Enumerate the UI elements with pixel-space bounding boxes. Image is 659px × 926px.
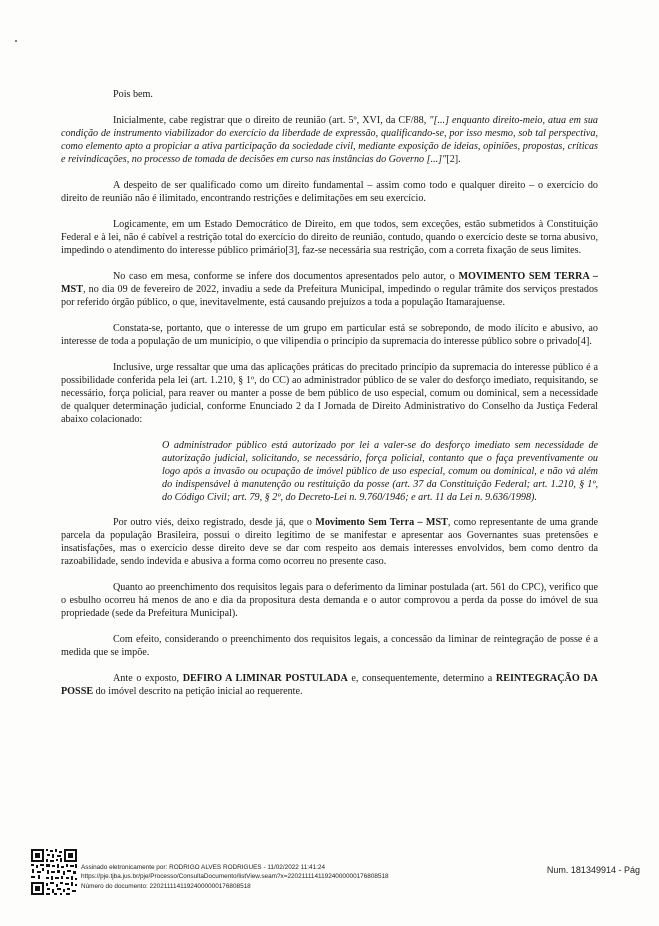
qr-code-icon[interactable] — [30, 848, 78, 896]
inline-quote: "[...] enquanto direito-meio, atua em sua condição de instrumento viabilizador do exercício da liberdade de expressão, qualificando-se, por isso mesmo, sob tal perspectiva, como elemento apto a propiciar a ativa participação da sociedade civil, mediante exposição de ideias, opiniões, propostas, críticas e reivindicações, no processo de tomada de decisões em curso nas instâncias do Governo [...]" — [61, 115, 598, 165]
paragraph-com-efeito: Com efeito, considerando o preenchimento dos requisitos legais, a concessão da liminar de reintegração de posse é a medida que se impõe. — [61, 634, 598, 658]
paragraph-requisitos: Quanto ao preenchimento dos requisitos legais para o deferimento da liminar postulada (art. 561 do CPC), verifico que o esbulho ocorreu há menos de ano e dia da propositura desta demanda e o autor comprovou a perda da posse do imóvel de sua propriedade (sede da Prefeitura Municipal). — [61, 582, 598, 619]
block-quote-enunciado: O administrador público está autorizado por lei a valer-se do desforço imediato sem necessidade de autorização judicial, solicitando, se necessário, força policial, contanto que o faça preventivamente ou logo após a invasão ou ocupação de imóvel público de uso especial, comum ou dominical, e não vá além do indispensável à manutenção ou restituição da posse (art. 37 da Constituição Federal; art. 1.210, § 1º, do Código Civil; art. 79, § 2º, do Decreto-Lei n. 9.760/1946; e art. 11 da Lei n. 9.636/1998). — [162, 440, 598, 503]
paragraph-text: Inicialmente, cabe registrar que o direito de reunião (art. 5º, XVI, da CF/88, — [113, 115, 430, 126]
paragraph-dispositivo — [61, 672, 598, 698]
page-number: Num. 181349914 - Pág — [546, 865, 640, 875]
paragraph-text: do imóvel descrito na petição inicial ao requerente. — [93, 686, 303, 697]
signature-block — [81, 863, 389, 891]
signature-footer — [30, 848, 640, 896]
paragraph-constata: Constata-se, portanto, que o interesse de um grupo em particular está se sobrepondo, de modo ilícito e abusivo, ao interesse de toda a população de um município, o que vilipendia o princípio da supremacia do interesse público sobre o privado[4]. — [61, 323, 598, 347]
paragraph-direito-reuniao — [61, 114, 598, 166]
verification-url[interactable]: https://pje.tjba.jus.br/pje/Processo/ConsultaDocumento/listView.seam?x=22021111411924000000176808518 — [81, 873, 389, 881]
bold-party-name: Movimento Sem Terra – MST — [315, 517, 448, 528]
paragraph-estado-democratico: Logicamente, em um Estado Democrático de Direito, em que todos, sem exceções, estão submetidos à Constituição Federal e à lei, não é cabível a restrição total do exercício do direito de reunião, contudo, quando o exercício deste se torna abusivo, impedindo o atendimento do interesse público primário[3], faz-se necessária sua restrição, com a correta fixação de seus limites. — [61, 219, 598, 256]
document-number: Número do documento: 22021111411924000000176808518 — [81, 882, 251, 890]
paragraph-text: , no dia 09 de fevereiro de 2022, invadiu a sede da Prefeitura Municipal, impedindo o regular trâmite dos serviços prestados por referido órgão público, o que, inevitavelmente, está causando prejuízos a toda a população Itamarajuense. — [61, 284, 598, 308]
document-body — [61, 88, 598, 711]
paragraph-outro-vies — [61, 516, 598, 568]
bold-party-name: MOVIMENTO SEM TERRA – MST — [61, 271, 598, 295]
footnote-ref: [2]. — [446, 154, 461, 165]
paragraph-opening: Pois bem. — [113, 89, 153, 100]
bold-decision: DEFIRO A LIMINAR POSTULADA — [182, 673, 348, 684]
paragraph-text: , como representante de uma grande parcela da população Brasileira, possui o direito legítimo de se manifestar e apresentar aos Governantes suas pretensões e insatisfações, mas o exercício desse direito deve se dar com respeito aos demais interesses envolvidos, bem como dentro da razoabilidade, sendo indevida e abusiva a forma como ocorreu no presente caso. — [61, 517, 598, 567]
signer-line: Assinado eletronicamente por: RODRIGO ALVES RODRIGUES - 11/02/2022 11:41:24 — [81, 864, 326, 871]
paragraph-limites: A despeito de ser qualificado como um direito fundamental – assim como todo e qualquer direito – o exercício do direito de reunião não é ilimitado, encontrando restrições e delimitações em seu exercício. — [61, 180, 598, 204]
bold-decision: REINTEGRAÇÃO DA POSSE — [61, 673, 598, 697]
scan-speck — [15, 40, 17, 42]
paragraph-text: e, consequentemente, determino a — [347, 673, 496, 684]
paragraph-text: No caso em mesa, conforme se infere dos documentos apresentados pelo autor, o — [113, 271, 459, 282]
paragraph-inclusive: Inclusive, urge ressaltar que uma das aplicações práticas do precitado princípio da supremacia do interesse público é a possibilidade conferida pela lei (art. 1.210, § 1º, do CC) ao administrador público de se valer do desforço imediato, requisitando, se necessário, força policial, para reaver ou manter a posse de bem público de uso especial, comum ou dominical, sem a necessidade de qualquer determinação judicial, conforme Enunciado 2 da I Jornada de Direito Administrativo do Conselho da Justiça Federal abaixo colacionado: — [61, 362, 598, 425]
paragraph-text: Ante o exposto, — [113, 673, 183, 684]
paragraph-text: Por outro viés, deixo registrado, desde já, que o — [113, 517, 316, 528]
paragraph-caso-em-mesa — [61, 270, 598, 309]
